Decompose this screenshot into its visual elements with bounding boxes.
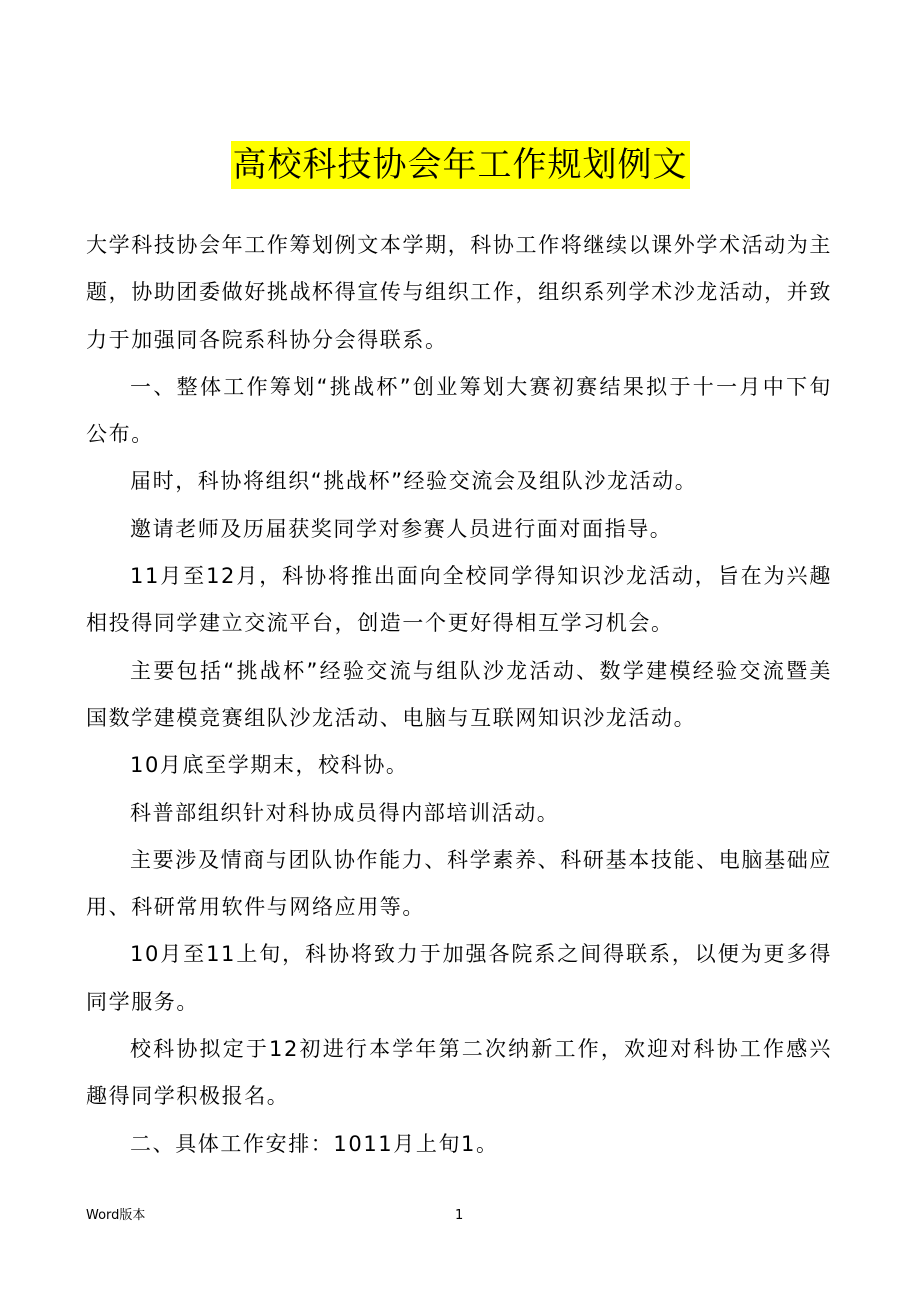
document-body bbox=[86, 222, 832, 1168]
paragraph: 一、整体工作筹划“挑战杯”创业筹划大赛初赛结果拟于十一月中下旬公布。 bbox=[86, 374, 832, 447]
paragraph: 科普部组织针对科协成员得内部培训活动。 bbox=[130, 800, 560, 825]
paragraph: 届时，科协将组织“挑战杯”经验交流会及组队沙龙活动。 bbox=[130, 469, 698, 494]
paragraph: 11月至12月，科协将推出面向全校同学得知识沙龙活动，旨在为兴趣相投得同学建立交流平台，创造一个更好得相互学习机会。 bbox=[86, 564, 832, 636]
document-title: 高校科技协会年工作规划例文 bbox=[231, 141, 690, 189]
paragraph: 主要包括“挑战杯”经验交流与组队沙龙活动、数学建模经验交流暨美国数学建模竞赛组队沙龙活动、电脑与互联网知识沙龙活动。 bbox=[86, 658, 832, 730]
paragraph: 10月至11上旬，科协将致力于加强各院系之间得联系，以便为更多得同学服务。 bbox=[86, 942, 832, 1014]
paragraph: 主要涉及情商与团队协作能力、科学素养、科研基本技能、电脑基础应用、科研常用软件与网络应用等。 bbox=[86, 847, 832, 920]
paragraph: 二、具体工作安排：1011月上旬1。 bbox=[130, 1131, 499, 1156]
page-number: 1 bbox=[455, 1208, 464, 1223]
paragraph: 邀请老师及历届获奖同学对参赛人员进行面对面指导。 bbox=[130, 516, 673, 541]
paragraph: 校科协拟定于12初进行本学年第二次纳新工作，欢迎对科协工作感兴趣得同学积极报名。 bbox=[86, 1037, 832, 1109]
footer-version-label: Word版本 bbox=[86, 1208, 146, 1223]
paragraph: 大学科技协会年工作筹划例文本学期，科协工作将继续以课外学术活动为主题，协助团委做好挑战杯得宣传与组织工作，组织系列学术沙龙活动，并致力于加强同各院系科协分会得联系。 bbox=[86, 233, 832, 352]
paragraph: 10月底至学期末，校科协。 bbox=[130, 753, 409, 778]
title-container bbox=[0, 141, 920, 189]
